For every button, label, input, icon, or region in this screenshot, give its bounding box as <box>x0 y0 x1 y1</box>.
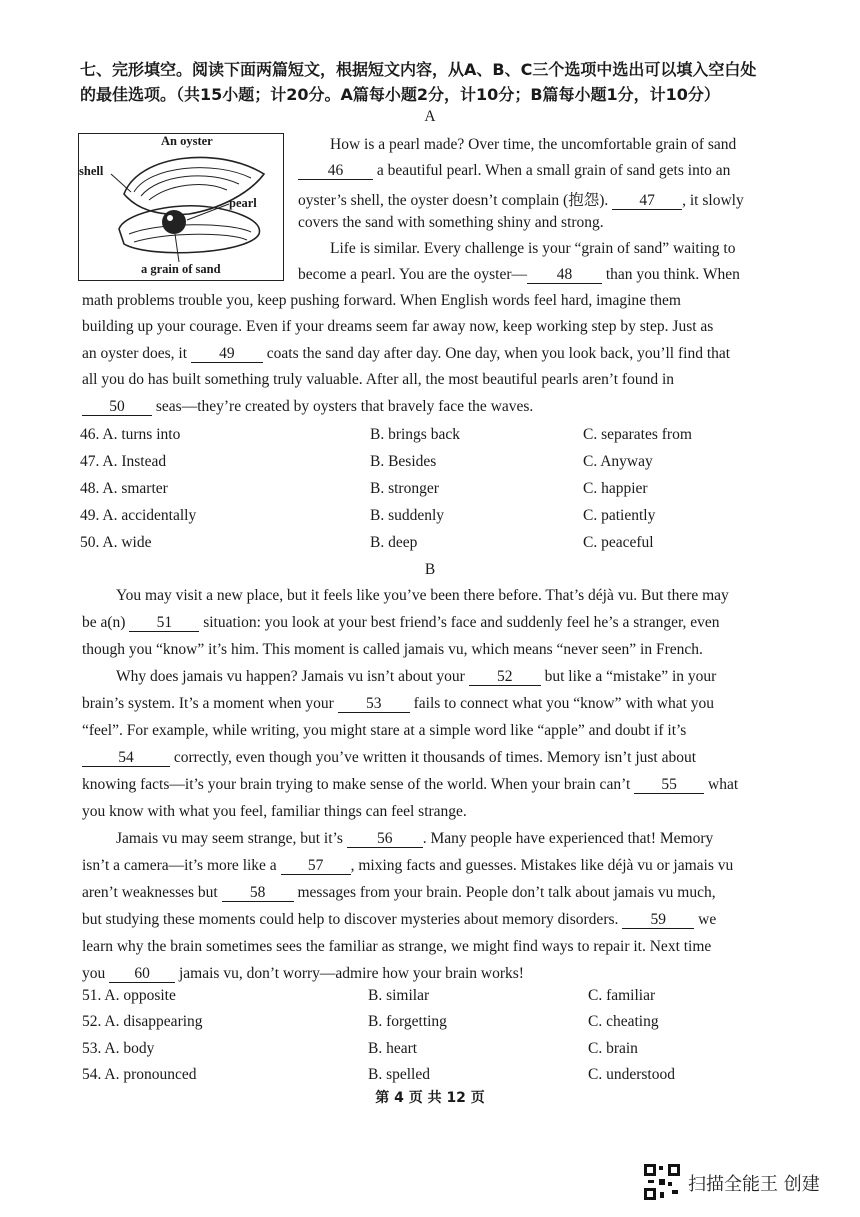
blank-50: 50 <box>82 398 152 416</box>
passage-b-line: you 60 jamais vu, don’t worry—admire how your brain works! <box>82 965 524 982</box>
question-52-option-a[interactable]: 52. A. disappearing <box>82 1013 203 1030</box>
passage-b-line: 54 correctly, even though you’ve written it thousands of times. Memory isn’t just about <box>82 749 696 767</box>
question-47-option-c[interactable]: C. Anyway <box>583 453 653 470</box>
question-54-option-c[interactable]: C. understood <box>588 1066 675 1083</box>
blank-51: 51 <box>129 614 199 632</box>
blank-58: 58 <box>222 884 294 902</box>
passage-b-line: you know with what you feel, familiar things can feel strange. <box>82 803 467 820</box>
question-46-option-b[interactable]: B. brings back <box>370 426 460 443</box>
page-number: 第 4 页 共 12 页 <box>375 1090 485 1106</box>
question-49-option-a[interactable]: 49. A. accidentally <box>80 507 197 524</box>
section-instruction-line2: 的最佳选项。（共15小题；计20分。A篇每小题2分，计10分；B篇每小题1分，计10分） <box>80 85 720 104</box>
passage-a-line: Life is similar. Every challenge is your “grain of sand” waiting to <box>330 240 736 257</box>
passage-a-label: A <box>424 108 436 125</box>
question-46-option-a[interactable]: 46. A. turns into <box>80 426 181 443</box>
question-50-option-a[interactable]: 50. A. wide <box>80 534 152 551</box>
blank-55: 55 <box>634 776 704 794</box>
passage-a-line: 46 a beautiful pearl. When a small grain of sand gets into an <box>298 162 730 180</box>
oyster-figure <box>78 133 284 281</box>
blank-46: 46 <box>298 162 373 180</box>
question-48-option-a[interactable]: 48. A. smarter <box>80 480 168 497</box>
passage-b-line: but studying these moments could help to discover mysteries about memory disorders. 59 we <box>82 911 717 928</box>
question-51-option-c[interactable]: C. familiar <box>588 987 656 1004</box>
question-49-option-c[interactable]: C. patiently <box>583 507 656 524</box>
blank-52: 52 <box>469 668 541 686</box>
passage-a-line: oyster’s shell, the oyster doesn’t complain (抱怨). 47 , it slowly <box>298 192 744 209</box>
blank-60: 60 <box>109 965 175 983</box>
blank-54: 54 <box>82 749 170 767</box>
passage-b-line: learn why the brain sometimes sees the familiar as strange, we might find ways to repair it. Next time <box>82 938 712 955</box>
passage-b-line: aren’t weaknesses but 58 messages from your brain. People don’t talk about jamais vu much, <box>82 884 716 901</box>
section-instruction-line1: 七、完形填空。阅读下面两篇短文，根据短文内容，从A、B、C三个选项中选出可以填入空白处 <box>80 60 757 79</box>
question-50-option-b[interactable]: B. deep <box>370 534 418 551</box>
scanner-watermark: 扫描全能王 创建 <box>688 1174 820 1195</box>
passage-b-line: knowing facts—it’s your brain trying to make sense of the world. When your brain can’t 55 what <box>82 776 739 793</box>
question-48-option-c[interactable]: C. happier <box>583 480 648 497</box>
blank-57: 57 <box>281 857 351 875</box>
passage-b-label: B <box>424 561 436 578</box>
passage-b-line: be a(n) 51 situation: you look at your best friend’s face and suddenly feel he’s a stranger, even <box>82 614 720 631</box>
passage-a-line: math problems trouble you, keep pushing forward. When English words feel hard, imagine them <box>82 292 681 309</box>
blank-53: 53 <box>338 695 410 713</box>
passage-a-line: How is a pearl made? Over time, the uncomfortable grain of sand <box>330 136 737 153</box>
question-50-option-c[interactable]: C. peaceful <box>583 534 654 551</box>
question-54-option-a[interactable]: 54. A. pronounced <box>82 1066 197 1083</box>
question-52-option-b[interactable]: B. forgetting <box>368 1013 447 1030</box>
passage-a-line: building up your courage. Even if your dreams seem far away now, keep working step by step. Just as <box>82 318 714 335</box>
question-46-option-c[interactable]: C. separates from <box>583 426 692 443</box>
question-53-option-b[interactable]: B. heart <box>368 1040 418 1057</box>
passage-b-line: You may visit a new place, but it feels like you’ve been there before. That’s déjà vu. But there may <box>116 587 729 604</box>
question-49-option-b[interactable]: B. suddenly <box>370 507 445 524</box>
passage-a-line: all you do has built something truly valuable. After all, the most beautiful pearls aren’t found in <box>82 371 675 388</box>
question-53-option-c[interactable]: C. brain <box>588 1040 638 1057</box>
question-51-option-b[interactable]: B. similar <box>368 987 430 1004</box>
figure-shell-label: shell <box>79 164 104 178</box>
question-51-option-a[interactable]: 51. A. opposite <box>82 987 176 1004</box>
passage-b-line: “feel”. For example, while writing, you might stare at a simple word like “apple” and doubt if it’s <box>82 722 687 739</box>
question-48-option-b[interactable]: B. stronger <box>370 480 439 497</box>
blank-59: 59 <box>622 911 694 929</box>
question-54-option-b[interactable]: B. spelled <box>368 1066 430 1083</box>
blank-48: 48 <box>527 266 602 284</box>
blank-47: 47 <box>612 192 682 210</box>
passage-b-line: Jamais vu may seem strange, but it’s 56 . Many people have experienced that! Memory <box>116 830 714 847</box>
figure-sand-label: a grain of sand <box>141 262 221 276</box>
passage-a-line: an oyster does, it 49 coats the sand day after day. One day, when you look back, you’ll find that <box>82 345 731 362</box>
figure-title: An oyster <box>161 134 213 148</box>
question-53-option-a[interactable]: 53. A. body <box>82 1040 155 1057</box>
question-52-option-c[interactable]: C. cheating <box>588 1013 659 1030</box>
blank-56: 56 <box>347 830 423 848</box>
passage-b-line: isn’t a camera—it’s more like a 57 , mixing facts and guesses. Mistakes like déjà vu or jamais vu <box>82 857 734 874</box>
qr-code-icon <box>644 1164 680 1200</box>
question-47-option-b[interactable]: B. Besides <box>370 453 437 470</box>
passage-b-line: though you “know” it’s him. This moment is called jamais vu, which means “never seen” in French. <box>82 641 703 658</box>
figure-pearl-label: pearl <box>229 196 257 210</box>
passage-a-line: 50 seas—they’re created by oysters that bravely face the waves. <box>82 398 533 416</box>
passage-b-line: brain’s system. It’s a moment when your 53 fails to connect what you “know” with what you <box>82 695 715 712</box>
passage-b-line: Why does jamais vu happen? Jamais vu isn’t about your 52 but like a “mistake” in your <box>116 668 717 685</box>
passage-a-line: covers the sand with something shiny and strong. <box>298 214 604 231</box>
blank-49: 49 <box>191 345 263 363</box>
question-47-option-a[interactable]: 47. A. Instead <box>80 453 167 470</box>
passage-a-line: become a pearl. You are the oyster— 48 than you think. When <box>298 266 740 283</box>
